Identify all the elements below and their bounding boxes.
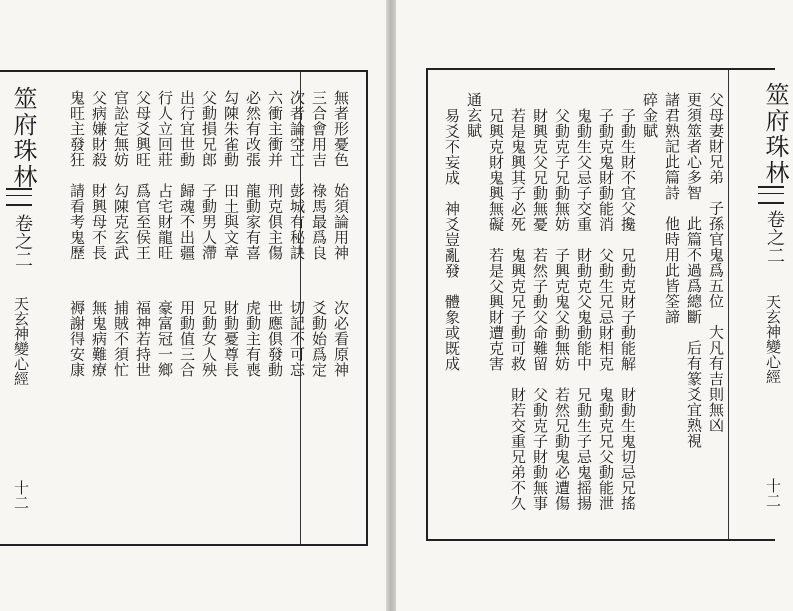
text-column: 捕賊不須忙 <box>112 300 130 378</box>
text-column: 無鬼病難療 <box>90 300 108 378</box>
text-column: 三合會用吉 祿馬最爲良 <box>310 90 328 261</box>
section-heading: 通玄賦 <box>465 92 483 139</box>
text-column: 子動生財不宜父攙 兄動克財子動能解 財動生鬼切忌兄搖 <box>619 108 637 511</box>
text-column: 財動憂尊長 <box>222 300 240 378</box>
spine-volume: 卷之二 <box>764 210 785 264</box>
text-column: 更須筮者心多智 此篇不過爲總斷 后有篆爻宜熟視 <box>685 92 703 449</box>
section-heading: 碎金賦 <box>641 92 659 139</box>
spine-volume: 卷之二 <box>12 214 33 268</box>
text-column: 無者形憂色 始須論用神 <box>332 90 350 261</box>
text-column: 鬼動生父忌子交重 財動克父鬼動能中 兄動生子忌鬼摇揚 <box>575 108 593 511</box>
right-page <box>396 0 793 611</box>
text-column: 鬼旺主發狂 請看考鬼歷 <box>68 90 86 261</box>
text-column: 豪富冠一鄉 <box>156 300 174 378</box>
text-column: 諸君熟記此篇詩 他時用此皆筌諦 <box>663 92 681 325</box>
text-column: 六衝主衝并 刑克俱主傷 <box>266 90 284 261</box>
text-column: 次者論空亡 彭城有秘訣 <box>288 90 306 261</box>
text-column: 用動值三合 <box>178 300 196 378</box>
fishtail-mark <box>758 186 784 204</box>
column-rule <box>728 70 729 539</box>
text-column: 福神若持世 <box>134 300 152 378</box>
text-column: 兄興克財鬼興無礙 若是父興財遭克害 <box>487 108 505 372</box>
text-column: 官訟定無妨 勾陳克玄武 <box>112 90 130 261</box>
text-column: 切記不可忘 <box>288 300 306 378</box>
text-column: 爻動始爲定 <box>310 300 328 378</box>
text-column: 虎動主有喪 <box>244 300 262 378</box>
text-column: 出行宜世動 歸魂不出疆 <box>178 90 196 261</box>
spine-page-number: 十二 <box>764 478 782 508</box>
text-column: 父病嫌財殺 財興母不長 <box>90 90 108 261</box>
text-column: 易爻不妄成 神爻豈亂發 體象或既成 <box>443 108 461 372</box>
text-column: 兄動女人殃 <box>200 300 218 378</box>
spine-book-title: 筮府珠林 <box>9 86 37 190</box>
spine-page-number: 十二 <box>12 480 30 510</box>
left-page <box>0 0 386 611</box>
text-column: 父動損兄郎 子動男人滯 <box>200 90 218 261</box>
text-column: 行人立回莊 占宅財龍旺 <box>156 90 174 261</box>
text-column: 子動克鬼財動能消 父動生兄忌財相克 鬼動克兄父動能泄 <box>597 108 615 511</box>
text-column: 必然有改張 龍動家有喜 <box>244 90 262 261</box>
text-column: 世應俱發動 <box>266 300 284 378</box>
text-column: 次必看原神 <box>332 300 350 378</box>
text-column: 財興克父兄動無憂 若然子動父命難留 父動克子財動無事 <box>531 108 549 511</box>
fishtail-mark <box>6 188 32 206</box>
book-gutter <box>386 0 396 611</box>
text-column: 褥謝得安康 <box>68 300 86 378</box>
text-column: 父母妻財兄弟 子孫官鬼爲五位 大凡有吉則無凶 <box>707 92 725 433</box>
spine-section-title: 天玄神變心經 <box>764 294 782 384</box>
text-column: 勾陳朱雀動 田土與文章 <box>222 90 240 261</box>
text-column: 父母爻興旺 爲官至侯王 <box>134 90 152 261</box>
spine-section-title: 天玄神變心經 <box>12 296 30 386</box>
text-column: 父動克子兄動無妨 子興克鬼父動無妨 若然兄動鬼必遭傷 <box>553 108 571 511</box>
text-column: 若是鬼興其子必死 鬼興克兄子動可救 財若交重兄弟不久 <box>509 108 527 511</box>
spine-book-title: 筮府珠林 <box>761 82 789 186</box>
